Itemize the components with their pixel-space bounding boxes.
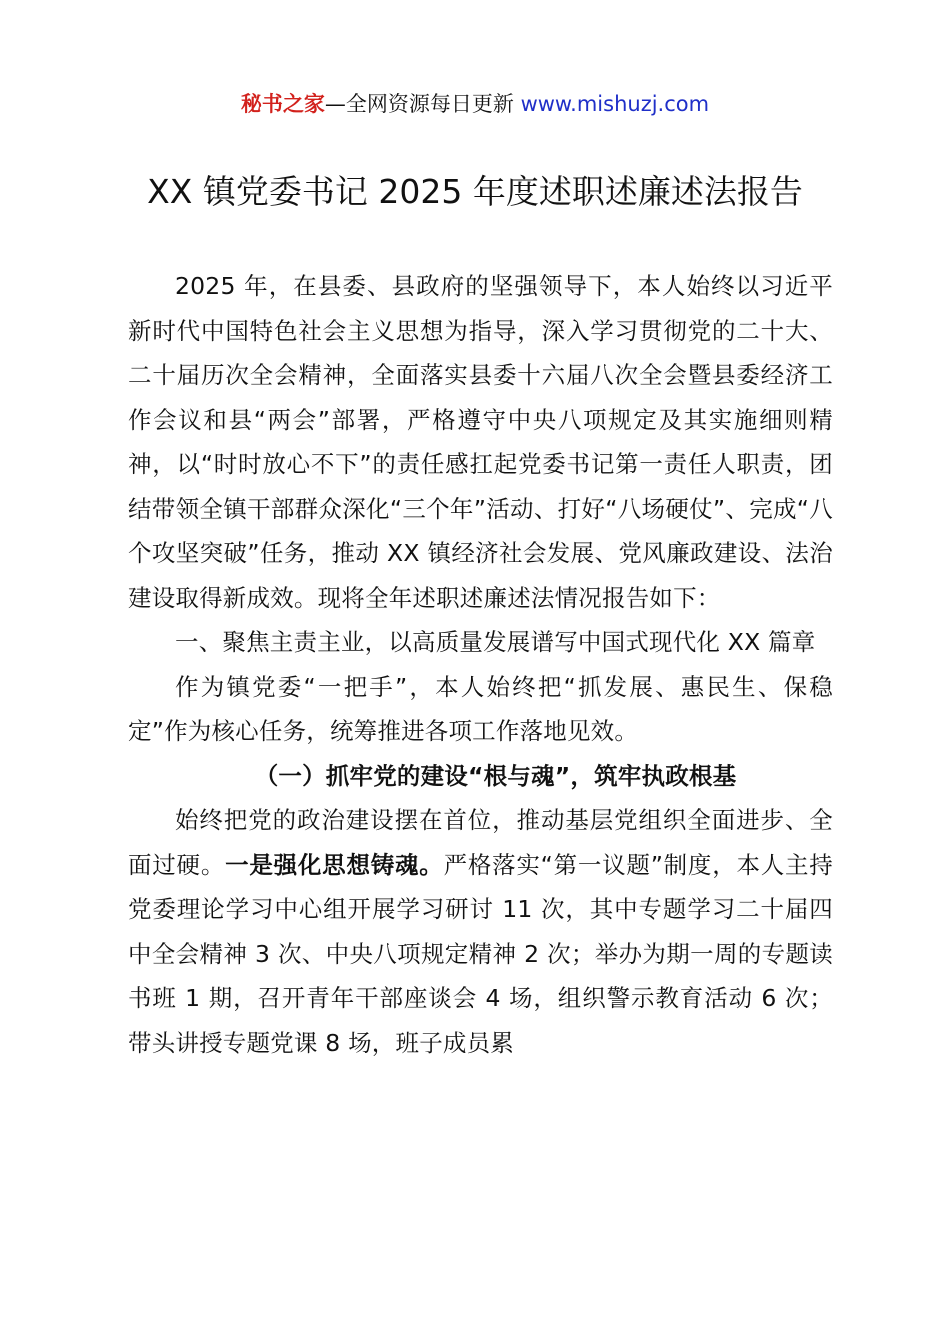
document-body <box>128 264 833 1065</box>
brand-name: 秘书之家 <box>240 92 325 116</box>
subsection-1-lead: 始终把党的政治建设摆在首位，推动基层党组织全面进步、全面过硬。 <box>128 806 833 879</box>
section-1-paragraph: 作为镇党委“一把手”，本人始终把“抓发展、惠民生、保稳定”作为核心任务，统筹推进各项工作落地见效。 <box>128 672 833 745</box>
document-title: XX 镇党委书记 2025 年度述职述廉述法报告 <box>147 172 803 211</box>
site-header <box>0 88 950 120</box>
subsection-heading-1: （一）抓牢党的建设“根与魂”，筑牢执政根基 <box>254 761 737 790</box>
intro-paragraph: 2025 年，在县委、县政府的坚强领导下，本人始终以习近平新时代中国特色社会主义思想为指导，深入学习贯彻党的二十大、二十届历次全会精神，全面落实县委十六届八次全会暨县委经济工作会议和县“两会”部署，严格遵守中央八项规定及其实施细则精神，以“时时放心不下”的责任感扛起党委书记第一责任人职责，团结带领全镇干部群众深化“三个年”活动、打好“八场硬仗”、完成“八个攻坚突破”任务，推动 XX 镇经济社会发展、党风廉政建设、法治建设取得新成效。现将全年述职述廉述法情况报告如下： <box>128 272 833 612</box>
subsection-1-paragraph <box>128 798 833 1065</box>
header-tagline: —全网资源每日更新 <box>324 92 521 116</box>
section-heading-1: 一、聚焦主责主业，以高质量发展谱写中国式现代化 XX 篇章 <box>175 628 816 656</box>
subsection-1-detail: 严格落实“第一议题”制度，本人主持党委理论学习中心组开展学习研讨 11 次，其中专题学习二十届四中全会精神 3 次、中央八项规定精神 2 次；举办为期一周的专题读书班 1 期，召开青年干部座谈会 4 场，组织警示教育活动 6 次；带头讲授专题党课 8 场，班子成员累 <box>128 850 833 1057</box>
subsection-1-bold-point: 一是强化思想铸魂。 <box>225 850 444 879</box>
site-url-link[interactable]: www.mishuzj.com <box>520 92 710 116</box>
